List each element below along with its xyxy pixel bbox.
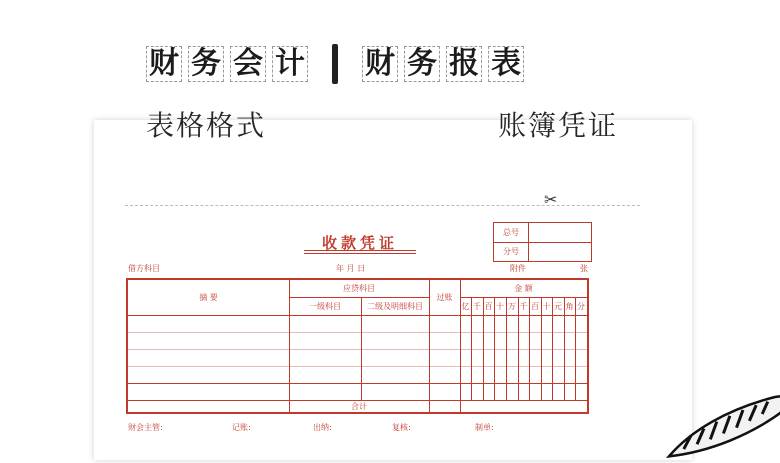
cut-line (125, 205, 640, 206)
footer-item: 财会主管: (128, 423, 163, 432)
voucher-table (126, 278, 589, 414)
column-amount: 金 额 (514, 284, 533, 293)
digit-header: 千 (519, 301, 528, 311)
subtitle-right: 账簿凭证 (498, 109, 619, 142)
digit-header: 元 (554, 301, 562, 311)
subtitle-left: 表格格式 (146, 109, 267, 142)
attachment-unit: 张 (580, 264, 588, 273)
digit-header: 亿 (461, 301, 470, 311)
footer-item: 出纳: (313, 423, 332, 432)
title-separator (332, 44, 338, 84)
digit-header: 千 (473, 301, 481, 311)
date-label: 年 月 日 (336, 264, 366, 273)
digit-header: 万 (508, 301, 516, 311)
header (0, 0, 780, 100)
title-char: 会 (230, 46, 266, 82)
title-char: 财 (146, 46, 182, 82)
title-char: 报 (446, 46, 482, 82)
digit-header: 分 (577, 301, 585, 311)
total-number-label: 总号 (494, 223, 529, 242)
page-title (146, 44, 530, 84)
column-level1: 一级科目 (309, 301, 341, 311)
sub-number-label: 分号 (494, 242, 529, 261)
column-summary: 摘 要 (199, 293, 218, 302)
title-char: 表 (488, 46, 524, 82)
voucher-title: 收款凭证 (322, 234, 399, 252)
column-credit-account: 应贷科目 (343, 284, 375, 293)
debit-account-label: 借方科目 (128, 264, 160, 273)
digit-header: 十 (496, 301, 504, 311)
digit-header: 百 (531, 301, 539, 311)
digit-header: 百 (484, 301, 493, 311)
footer-item: 记账: (232, 423, 251, 432)
attachment-label: 附件 (510, 264, 526, 273)
title-char: 财 (362, 46, 398, 82)
column-level2: 二级及明细科目 (367, 301, 423, 311)
footer-item: 复核: (392, 423, 411, 432)
total-label: 合计 (351, 401, 367, 411)
title-char: 计 (272, 46, 308, 82)
column-posted: 过账 (436, 293, 453, 302)
footer-item: 制单: (475, 423, 494, 432)
title-char: 务 (404, 46, 440, 82)
title-char: 务 (188, 46, 224, 82)
title-underline (304, 250, 416, 251)
scissors-icon: ✂ (544, 190, 558, 209)
digit-header: 角 (565, 301, 574, 311)
title-underline (304, 253, 416, 254)
number-box (493, 222, 592, 262)
digit-header: 十 (542, 301, 551, 311)
